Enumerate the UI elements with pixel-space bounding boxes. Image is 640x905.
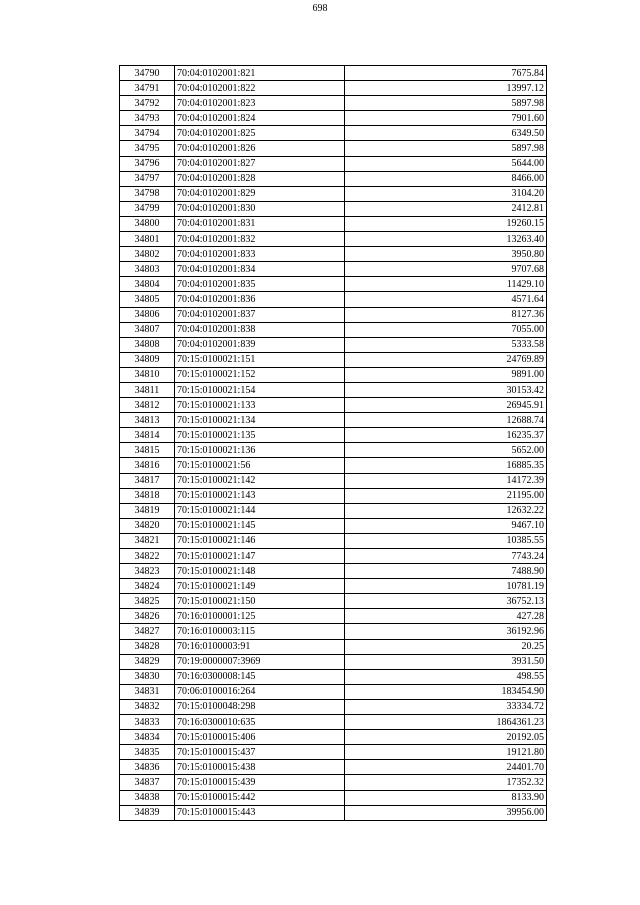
row-number-cell: 34811 (120, 382, 175, 397)
value-cell: 4571.64 (345, 292, 547, 307)
value-cell: 14172.39 (345, 473, 547, 488)
cadastral-number-cell: 70:15:0100021:151 (175, 352, 345, 367)
row-number-cell: 34828 (120, 639, 175, 654)
value-cell: 6349.50 (345, 126, 547, 141)
table-row (120, 428, 547, 443)
cadastral-number-cell: 70:15:0100015:442 (175, 790, 345, 805)
table-row (120, 684, 547, 699)
row-number-cell: 34802 (120, 247, 175, 262)
table-row (120, 156, 547, 171)
table-row (120, 262, 547, 277)
value-cell: 1864361.23 (345, 715, 547, 730)
row-number-cell: 34813 (120, 413, 175, 428)
table-row (120, 715, 547, 730)
cadastral-number-cell: 70:15:0100021:133 (175, 398, 345, 413)
row-number-cell: 34814 (120, 428, 175, 443)
cadastral-number-cell: 70:16:0100003:91 (175, 639, 345, 654)
table-row (120, 126, 547, 141)
value-cell: 30153.42 (345, 382, 547, 397)
registry-table-body (120, 66, 547, 821)
value-cell: 7488.90 (345, 564, 547, 579)
row-number-cell: 34833 (120, 715, 175, 730)
table-row (120, 473, 547, 488)
table-row (120, 216, 547, 231)
value-cell: 5897.98 (345, 96, 547, 111)
cadastral-number-cell: 70:04:0102001:835 (175, 277, 345, 292)
table-row (120, 699, 547, 714)
value-cell: 24769.89 (345, 352, 547, 367)
cadastral-number-cell: 70:15:0100048:298 (175, 699, 345, 714)
value-cell: 24401.70 (345, 760, 547, 775)
table-row (120, 594, 547, 609)
row-number-cell: 34812 (120, 398, 175, 413)
table-row (120, 564, 547, 579)
row-number-cell: 34831 (120, 684, 175, 699)
value-cell: 5897.98 (345, 141, 547, 156)
cadastral-number-cell: 70:04:0102001:824 (175, 111, 345, 126)
value-cell: 7901.60 (345, 111, 547, 126)
cadastral-number-cell: 70:04:0102001:830 (175, 201, 345, 216)
row-number-cell: 34829 (120, 654, 175, 669)
table-row (120, 458, 547, 473)
cadastral-number-cell: 70:04:0102001:822 (175, 81, 345, 96)
value-cell: 20.25 (345, 639, 547, 654)
cadastral-number-cell: 70:04:0102001:837 (175, 307, 345, 322)
cadastral-number-cell: 70:15:0100021:149 (175, 579, 345, 594)
page-number: 698 (312, 3, 328, 14)
value-cell: 7743.24 (345, 549, 547, 564)
row-number-cell: 34809 (120, 352, 175, 367)
cadastral-number-cell: 70:15:0100021:142 (175, 473, 345, 488)
row-number-cell: 34799 (120, 201, 175, 216)
row-number-cell: 34817 (120, 473, 175, 488)
cadastral-number-cell: 70:04:0102001:833 (175, 247, 345, 262)
value-cell: 8133.90 (345, 790, 547, 805)
value-cell: 39956.00 (345, 805, 547, 820)
value-cell: 498.55 (345, 669, 547, 684)
value-cell: 16885.35 (345, 458, 547, 473)
row-number-cell: 34825 (120, 594, 175, 609)
row-number-cell: 34790 (120, 66, 175, 81)
value-cell: 8127.36 (345, 307, 547, 322)
row-number-cell: 34803 (120, 262, 175, 277)
table-row (120, 367, 547, 382)
row-number-cell: 34830 (120, 669, 175, 684)
cadastral-number-cell: 70:15:0100021:134 (175, 413, 345, 428)
cadastral-number-cell: 70:15:0100015:443 (175, 805, 345, 820)
value-cell: 9707.68 (345, 262, 547, 277)
cadastral-number-cell: 70:15:0100015:438 (175, 760, 345, 775)
row-number-cell: 34804 (120, 277, 175, 292)
cadastral-number-cell: 70:16:0100003:115 (175, 624, 345, 639)
value-cell: 36192.96 (345, 624, 547, 639)
row-number-cell: 34816 (120, 458, 175, 473)
value-cell: 183454.90 (345, 684, 547, 699)
cadastral-number-cell: 70:15:0100021:148 (175, 564, 345, 579)
table-row (120, 398, 547, 413)
table-row (120, 201, 547, 216)
value-cell: 26945.91 (345, 398, 547, 413)
table-row (120, 382, 547, 397)
row-number-cell: 34839 (120, 805, 175, 820)
table-row (120, 81, 547, 96)
cadastral-number-cell: 70:15:0100021:147 (175, 549, 345, 564)
cadastral-number-cell: 70:15:0100015:406 (175, 730, 345, 745)
cadastral-number-cell: 70:19:0000007:3969 (175, 654, 345, 669)
row-number-cell: 34838 (120, 790, 175, 805)
table-row (120, 488, 547, 503)
row-number-cell: 34792 (120, 96, 175, 111)
row-number-cell: 34801 (120, 232, 175, 247)
value-cell: 7055.00 (345, 322, 547, 337)
cadastral-number-cell: 70:04:0102001:836 (175, 292, 345, 307)
value-cell: 19121.80 (345, 745, 547, 760)
row-number-cell: 34815 (120, 443, 175, 458)
value-cell: 16235.37 (345, 428, 547, 443)
cadastral-number-cell: 70:15:0100015:437 (175, 745, 345, 760)
table-row (120, 277, 547, 292)
table-row (120, 775, 547, 790)
table-row (120, 609, 547, 624)
value-cell: 5652.00 (345, 443, 547, 458)
row-number-cell: 34821 (120, 533, 175, 548)
table-row (120, 639, 547, 654)
table-row (120, 760, 547, 775)
table-row (120, 337, 547, 352)
value-cell: 19260.15 (345, 216, 547, 231)
value-cell: 427.28 (345, 609, 547, 624)
value-cell: 3950.80 (345, 247, 547, 262)
cadastral-number-cell: 70:04:0102001:828 (175, 171, 345, 186)
table-row (120, 790, 547, 805)
cadastral-number-cell: 70:04:0102001:829 (175, 186, 345, 201)
cadastral-number-cell: 70:16:0100001:125 (175, 609, 345, 624)
table-row (120, 745, 547, 760)
value-cell: 13263.40 (345, 232, 547, 247)
cadastral-number-cell: 70:06:0100016:264 (175, 684, 345, 699)
table-row (120, 549, 547, 564)
cadastral-number-cell: 70:04:0102001:834 (175, 262, 345, 277)
row-number-cell: 34836 (120, 760, 175, 775)
registry-table (119, 65, 547, 821)
cadastral-number-cell: 70:04:0102001:823 (175, 96, 345, 111)
value-cell: 5333.58 (345, 337, 547, 352)
row-number-cell: 34806 (120, 307, 175, 322)
value-cell: 9891.00 (345, 367, 547, 382)
table-row (120, 66, 547, 81)
value-cell: 2412.81 (345, 201, 547, 216)
table-row (120, 518, 547, 533)
row-number-cell: 34835 (120, 745, 175, 760)
cadastral-number-cell: 70:15:0100021:135 (175, 428, 345, 443)
value-cell: 9467.10 (345, 518, 547, 533)
cadastral-number-cell: 70:15:0100021:56 (175, 458, 345, 473)
row-number-cell: 34808 (120, 337, 175, 352)
cadastral-number-cell: 70:16:0300008:145 (175, 669, 345, 684)
table-row (120, 805, 547, 820)
value-cell: 3104.20 (345, 186, 547, 201)
row-number-cell: 34818 (120, 488, 175, 503)
table-row (120, 624, 547, 639)
cadastral-number-cell: 70:15:0100021:146 (175, 533, 345, 548)
table-row (120, 171, 547, 186)
cadastral-number-cell: 70:15:0100021:152 (175, 367, 345, 382)
cadastral-number-cell: 70:15:0100021:150 (175, 594, 345, 609)
cadastral-number-cell: 70:04:0102001:826 (175, 141, 345, 156)
table-row (120, 96, 547, 111)
cadastral-number-cell: 70:15:0100021:136 (175, 443, 345, 458)
table-row (120, 503, 547, 518)
row-number-cell: 34810 (120, 367, 175, 382)
value-cell: 12688.74 (345, 413, 547, 428)
value-cell: 3931.50 (345, 654, 547, 669)
cadastral-number-cell: 70:15:0100021:144 (175, 503, 345, 518)
cadastral-number-cell: 70:04:0102001:821 (175, 66, 345, 81)
row-number-cell: 34807 (120, 322, 175, 337)
cadastral-number-cell: 70:15:0100021:143 (175, 488, 345, 503)
row-number-cell: 34837 (120, 775, 175, 790)
value-cell: 11429.10 (345, 277, 547, 292)
table-row (120, 111, 547, 126)
value-cell: 17352.32 (345, 775, 547, 790)
row-number-cell: 34794 (120, 126, 175, 141)
cadastral-number-cell: 70:15:0100021:145 (175, 518, 345, 533)
cadastral-number-cell: 70:16:0300010:635 (175, 715, 345, 730)
row-number-cell: 34805 (120, 292, 175, 307)
table-row (120, 654, 547, 669)
value-cell: 12632.22 (345, 503, 547, 518)
row-number-cell: 34834 (120, 730, 175, 745)
table-row (120, 186, 547, 201)
value-cell: 7675.84 (345, 66, 547, 81)
table-row (120, 232, 547, 247)
cadastral-number-cell: 70:04:0102001:839 (175, 337, 345, 352)
row-number-cell: 34795 (120, 141, 175, 156)
value-cell: 20192.05 (345, 730, 547, 745)
table-row (120, 579, 547, 594)
cadastral-number-cell: 70:15:0100021:154 (175, 382, 345, 397)
row-number-cell: 34791 (120, 81, 175, 96)
row-number-cell: 34793 (120, 111, 175, 126)
value-cell: 33334.72 (345, 699, 547, 714)
table-row (120, 292, 547, 307)
cadastral-number-cell: 70:04:0102001:831 (175, 216, 345, 231)
table-row (120, 307, 547, 322)
cadastral-number-cell: 70:04:0102001:827 (175, 156, 345, 171)
table-row (120, 533, 547, 548)
value-cell: 21195.00 (345, 488, 547, 503)
cadastral-number-cell: 70:04:0102001:825 (175, 126, 345, 141)
cadastral-number-cell: 70:15:0100015:439 (175, 775, 345, 790)
table-row (120, 247, 547, 262)
table-row (120, 413, 547, 428)
row-number-cell: 34832 (120, 699, 175, 714)
value-cell: 36752.13 (345, 594, 547, 609)
value-cell: 13997.12 (345, 81, 547, 96)
row-number-cell: 34820 (120, 518, 175, 533)
row-number-cell: 34800 (120, 216, 175, 231)
row-number-cell: 34822 (120, 549, 175, 564)
table-row (120, 669, 547, 684)
row-number-cell: 34827 (120, 624, 175, 639)
table-row (120, 352, 547, 367)
cadastral-number-cell: 70:04:0102001:832 (175, 232, 345, 247)
cadastral-number-cell: 70:04:0102001:838 (175, 322, 345, 337)
value-cell: 10781.19 (345, 579, 547, 594)
row-number-cell: 34796 (120, 156, 175, 171)
table-row (120, 141, 547, 156)
row-number-cell: 34823 (120, 564, 175, 579)
value-cell: 8466.00 (345, 171, 547, 186)
value-cell: 10385.55 (345, 533, 547, 548)
row-number-cell: 34826 (120, 609, 175, 624)
value-cell: 5644.00 (345, 156, 547, 171)
table-row (120, 730, 547, 745)
table-row (120, 322, 547, 337)
row-number-cell: 34819 (120, 503, 175, 518)
row-number-cell: 34824 (120, 579, 175, 594)
row-number-cell: 34797 (120, 171, 175, 186)
table-row (120, 443, 547, 458)
row-number-cell: 34798 (120, 186, 175, 201)
